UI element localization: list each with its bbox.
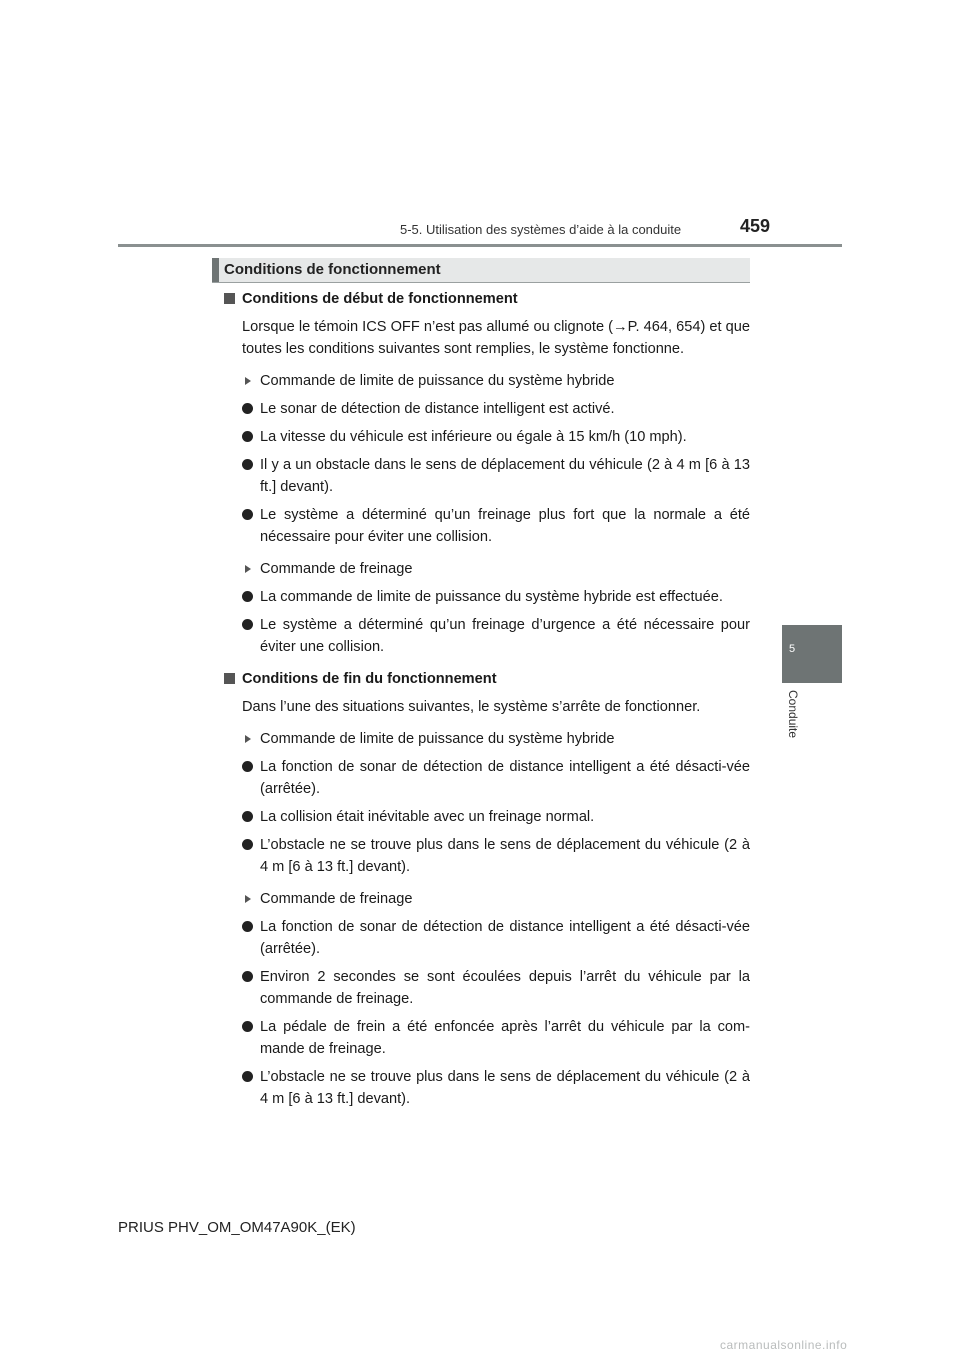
- list-item: [224, 966, 750, 1010]
- subheading-text: Commande de limite de puissance du système hybride: [260, 373, 615, 389]
- subheading: [224, 728, 750, 750]
- subheading: [224, 558, 750, 580]
- content: [224, 288, 750, 1116]
- circle-bullet-icon: [242, 839, 253, 850]
- list-item-text: Le système a déterminé qu’un freinage d’urgence a été nécessaire pour éviter une collision.: [260, 617, 750, 655]
- circle-bullet-icon: [242, 431, 253, 442]
- circle-bullet-icon: [242, 459, 253, 470]
- list-item: [224, 806, 750, 828]
- circle-bullet-icon: [242, 591, 253, 602]
- list-item-text: La fonction de sonar de détection de distance intelligent a été désacti-vée (arrêtée).: [260, 919, 750, 957]
- end-intro: Dans l’une des situations suivantes, le système s’arrête de fonctionner.: [242, 699, 701, 715]
- subheading-text: Commande de freinage: [260, 891, 413, 907]
- list-item-text: Il y a un obstacle dans le sens de déplacement du véhicule (2 à 4 m [6 à 13 ft.] devant).: [260, 457, 750, 495]
- list-item: [224, 426, 750, 448]
- list-item: [224, 834, 750, 878]
- circle-bullet-icon: [242, 1021, 253, 1032]
- list-item: [224, 504, 750, 548]
- chapter-tab-label: Conduite: [786, 690, 800, 739]
- subheading-text: Commande de freinage: [260, 561, 413, 577]
- list-item-text: Le sonar de détection de distance intelligent est activé.: [260, 401, 615, 417]
- circle-bullet-icon: [242, 1071, 253, 1082]
- list-item: [224, 614, 750, 658]
- subheading: [224, 888, 750, 910]
- circle-bullet-icon: [242, 971, 253, 982]
- list-item-text: L’obstacle ne se trouve plus dans le sens de déplacement du véhicule (2 à 4 m [6 à 13 ft.] devant).: [260, 1069, 750, 1107]
- list-item: [224, 756, 750, 800]
- list-item: [224, 586, 750, 608]
- triangle-bullet-icon: [245, 565, 251, 573]
- square-bullet-icon: [224, 293, 235, 304]
- list-item: [224, 1016, 750, 1060]
- footer-document-code: PRIUS PHV_OM_OM47A90K_(EK): [118, 1219, 356, 1236]
- circle-bullet-icon: [242, 403, 253, 414]
- list-item-text: Environ 2 secondes se sont écoulées depuis l’arrêt du véhicule par la commande de freinage.: [260, 969, 750, 1007]
- heading-text: Conditions de début de fonctionnement: [242, 291, 518, 307]
- end-conditions-heading: [224, 668, 750, 690]
- header-rule: [118, 244, 842, 247]
- circle-bullet-icon: [242, 619, 253, 630]
- circle-bullet-icon: [242, 509, 253, 520]
- list-item: [224, 916, 750, 960]
- list-item-text: Le système a déterminé qu’un freinage plus fort que la normale a été nécessaire pour éviter une collision.: [260, 507, 750, 545]
- page-number: 459: [740, 216, 771, 236]
- square-bullet-icon: [224, 673, 235, 684]
- list-item-text: La vitesse du véhicule est inférieure ou égale à 15 km/h (10 mph).: [260, 429, 687, 445]
- start-intro: Lorsque le témoin ICS OFF n’est pas allumé ou clignote (→P. 464, 654) et que toutes les conditions suivantes sont remplies, le système fonctionne.: [242, 319, 750, 357]
- chapter-tab-number: 5: [789, 643, 796, 655]
- header-section-title: 5-5. Utilisation des systèmes d’aide à la conduite: [400, 222, 682, 237]
- heading-text: Conditions de fin du fonctionnement: [242, 671, 497, 687]
- subheading-text: Commande de limite de puissance du système hybride: [260, 731, 615, 747]
- circle-bullet-icon: [242, 811, 253, 822]
- triangle-bullet-icon: [245, 377, 251, 385]
- list-item-text: La pédale de frein a été enfoncée après l’arrêt du véhicule par la com-mande de freinage.: [260, 1019, 750, 1057]
- list-item: [224, 1066, 750, 1110]
- list-item-text: La collision était inévitable avec un freinage normal.: [260, 809, 595, 825]
- start-conditions-heading: [224, 288, 750, 310]
- triangle-bullet-icon: [245, 735, 251, 743]
- list-item: [224, 398, 750, 420]
- list-item-text: La fonction de sonar de détection de distance intelligent a été désacti-vée (arrêtée).: [260, 759, 750, 797]
- triangle-bullet-icon: [245, 895, 251, 903]
- list-item: [224, 454, 750, 498]
- section-title: Conditions de fonctionnement: [224, 261, 441, 278]
- watermark: carmanualsonline.info: [720, 1338, 848, 1352]
- list-item-text: La commande de limite de puissance du système hybride est effectuée.: [260, 589, 723, 605]
- section-title-marker: [212, 258, 219, 282]
- subheading: [224, 370, 750, 392]
- circle-bullet-icon: [242, 761, 253, 772]
- list-item-text: L’obstacle ne se trouve plus dans le sens de déplacement du véhicule (2 à 4 m [6 à 13 ft.] devant).: [260, 837, 750, 875]
- circle-bullet-icon: [242, 921, 253, 932]
- section-title-bar: [212, 258, 750, 283]
